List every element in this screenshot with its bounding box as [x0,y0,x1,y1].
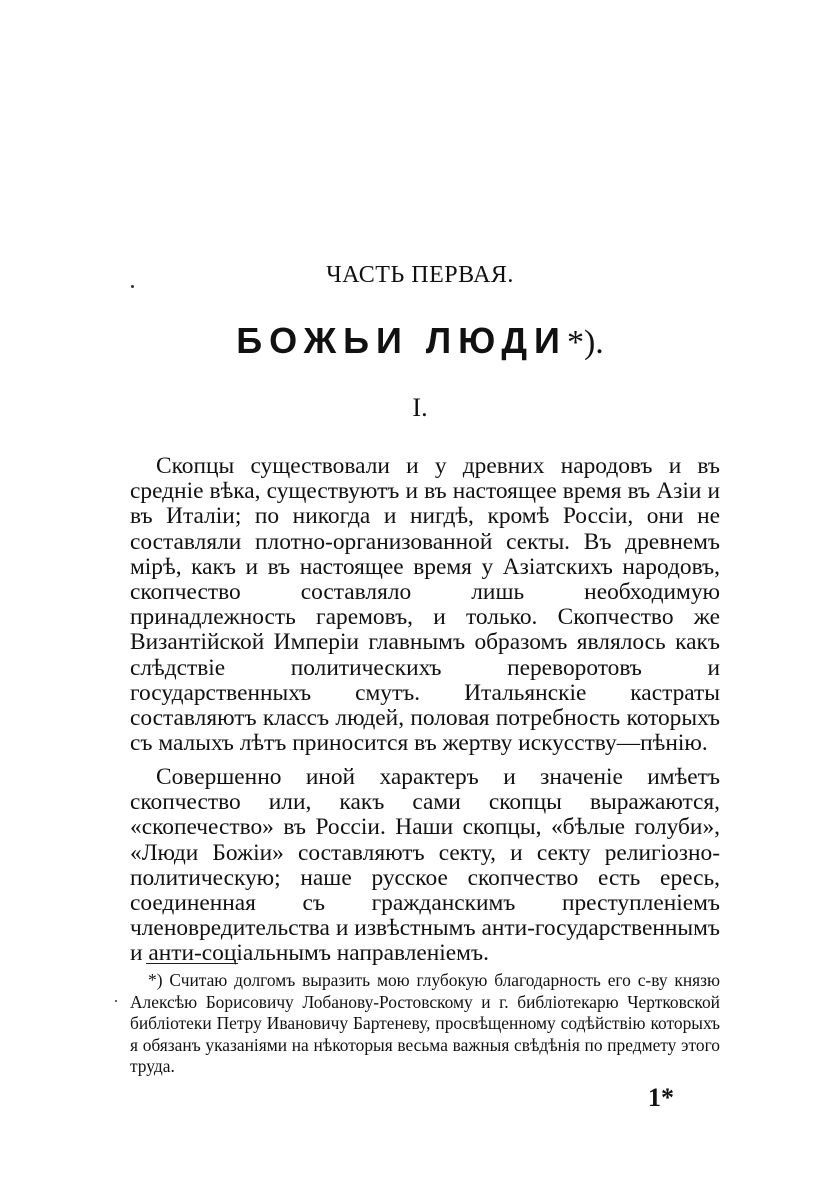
ink-speck [115,1000,117,1002]
paragraph-1: Скопцы существовали и у древних народовъ и въ средніе вѣка, существуютъ и въ настоящее время въ Азіи и въ Италіи; по никогда и нигдѣ, кромѣ Россіи, они не составляли плотно-организованной секты. Въ древнемъ мірѣ, какъ и въ настоящее время у Азіатскихъ народовъ, скопчество составляло лишь необходимую принадлежность гаремовъ, и только. Скопчество же Византійской Имперіи главнымъ образомъ являлось какъ слѣдствіе политическихъ переворотовъ и государственныхъ смутъ. Итальянскіе кастраты составляютъ классъ людей, половая потребность которыхъ съ малыхъ лѣтъ приносится въ жертву искусству—пѣнію. [130,453,720,757]
paragraph-2: Совершенно иной характеръ и значеніе имѣетъ скопчество или, какъ сами скопцы выражаются, «скопечество» въ Россіи. Наши скопцы, «бѣлые голуби», «Люди Божіи» составляютъ секту, и секту религіозно-политическую; наше русское скопчество есть ересь, соединенная съ гражданскимъ преступленіемъ членовредительства и извѣстнымъ анти-государственнымъ и анти-соціальнымъ направленіемъ. [130,764,720,967]
section-number: I. [412,393,428,422]
signature-mark: 1* [648,1083,674,1112]
chapter-footnote-mark: *). [566,324,604,361]
footnote-divider [146,963,238,964]
chapter-title [0,320,840,362]
footnote: *) Считаю долгомъ выразить мою глубокую благодарность его с-ву князю Алексѣю Борисовичу Лобанову-Ростовскому и г. библіотекарю Чертковской библіотеки Петру Ивановичу Бартеневу, просвѣщенному содѣйствію которыхъ я обязанъ указаніями на нѣкоторыя весьма важныя свѣдѣнія по предмету этого труда. [130,970,720,1076]
part-title: ЧАСТЬ ПЕРВАЯ. [326,262,514,288]
chapter-title-text: БОЖЬИ ЛЮДИ [236,320,567,361]
